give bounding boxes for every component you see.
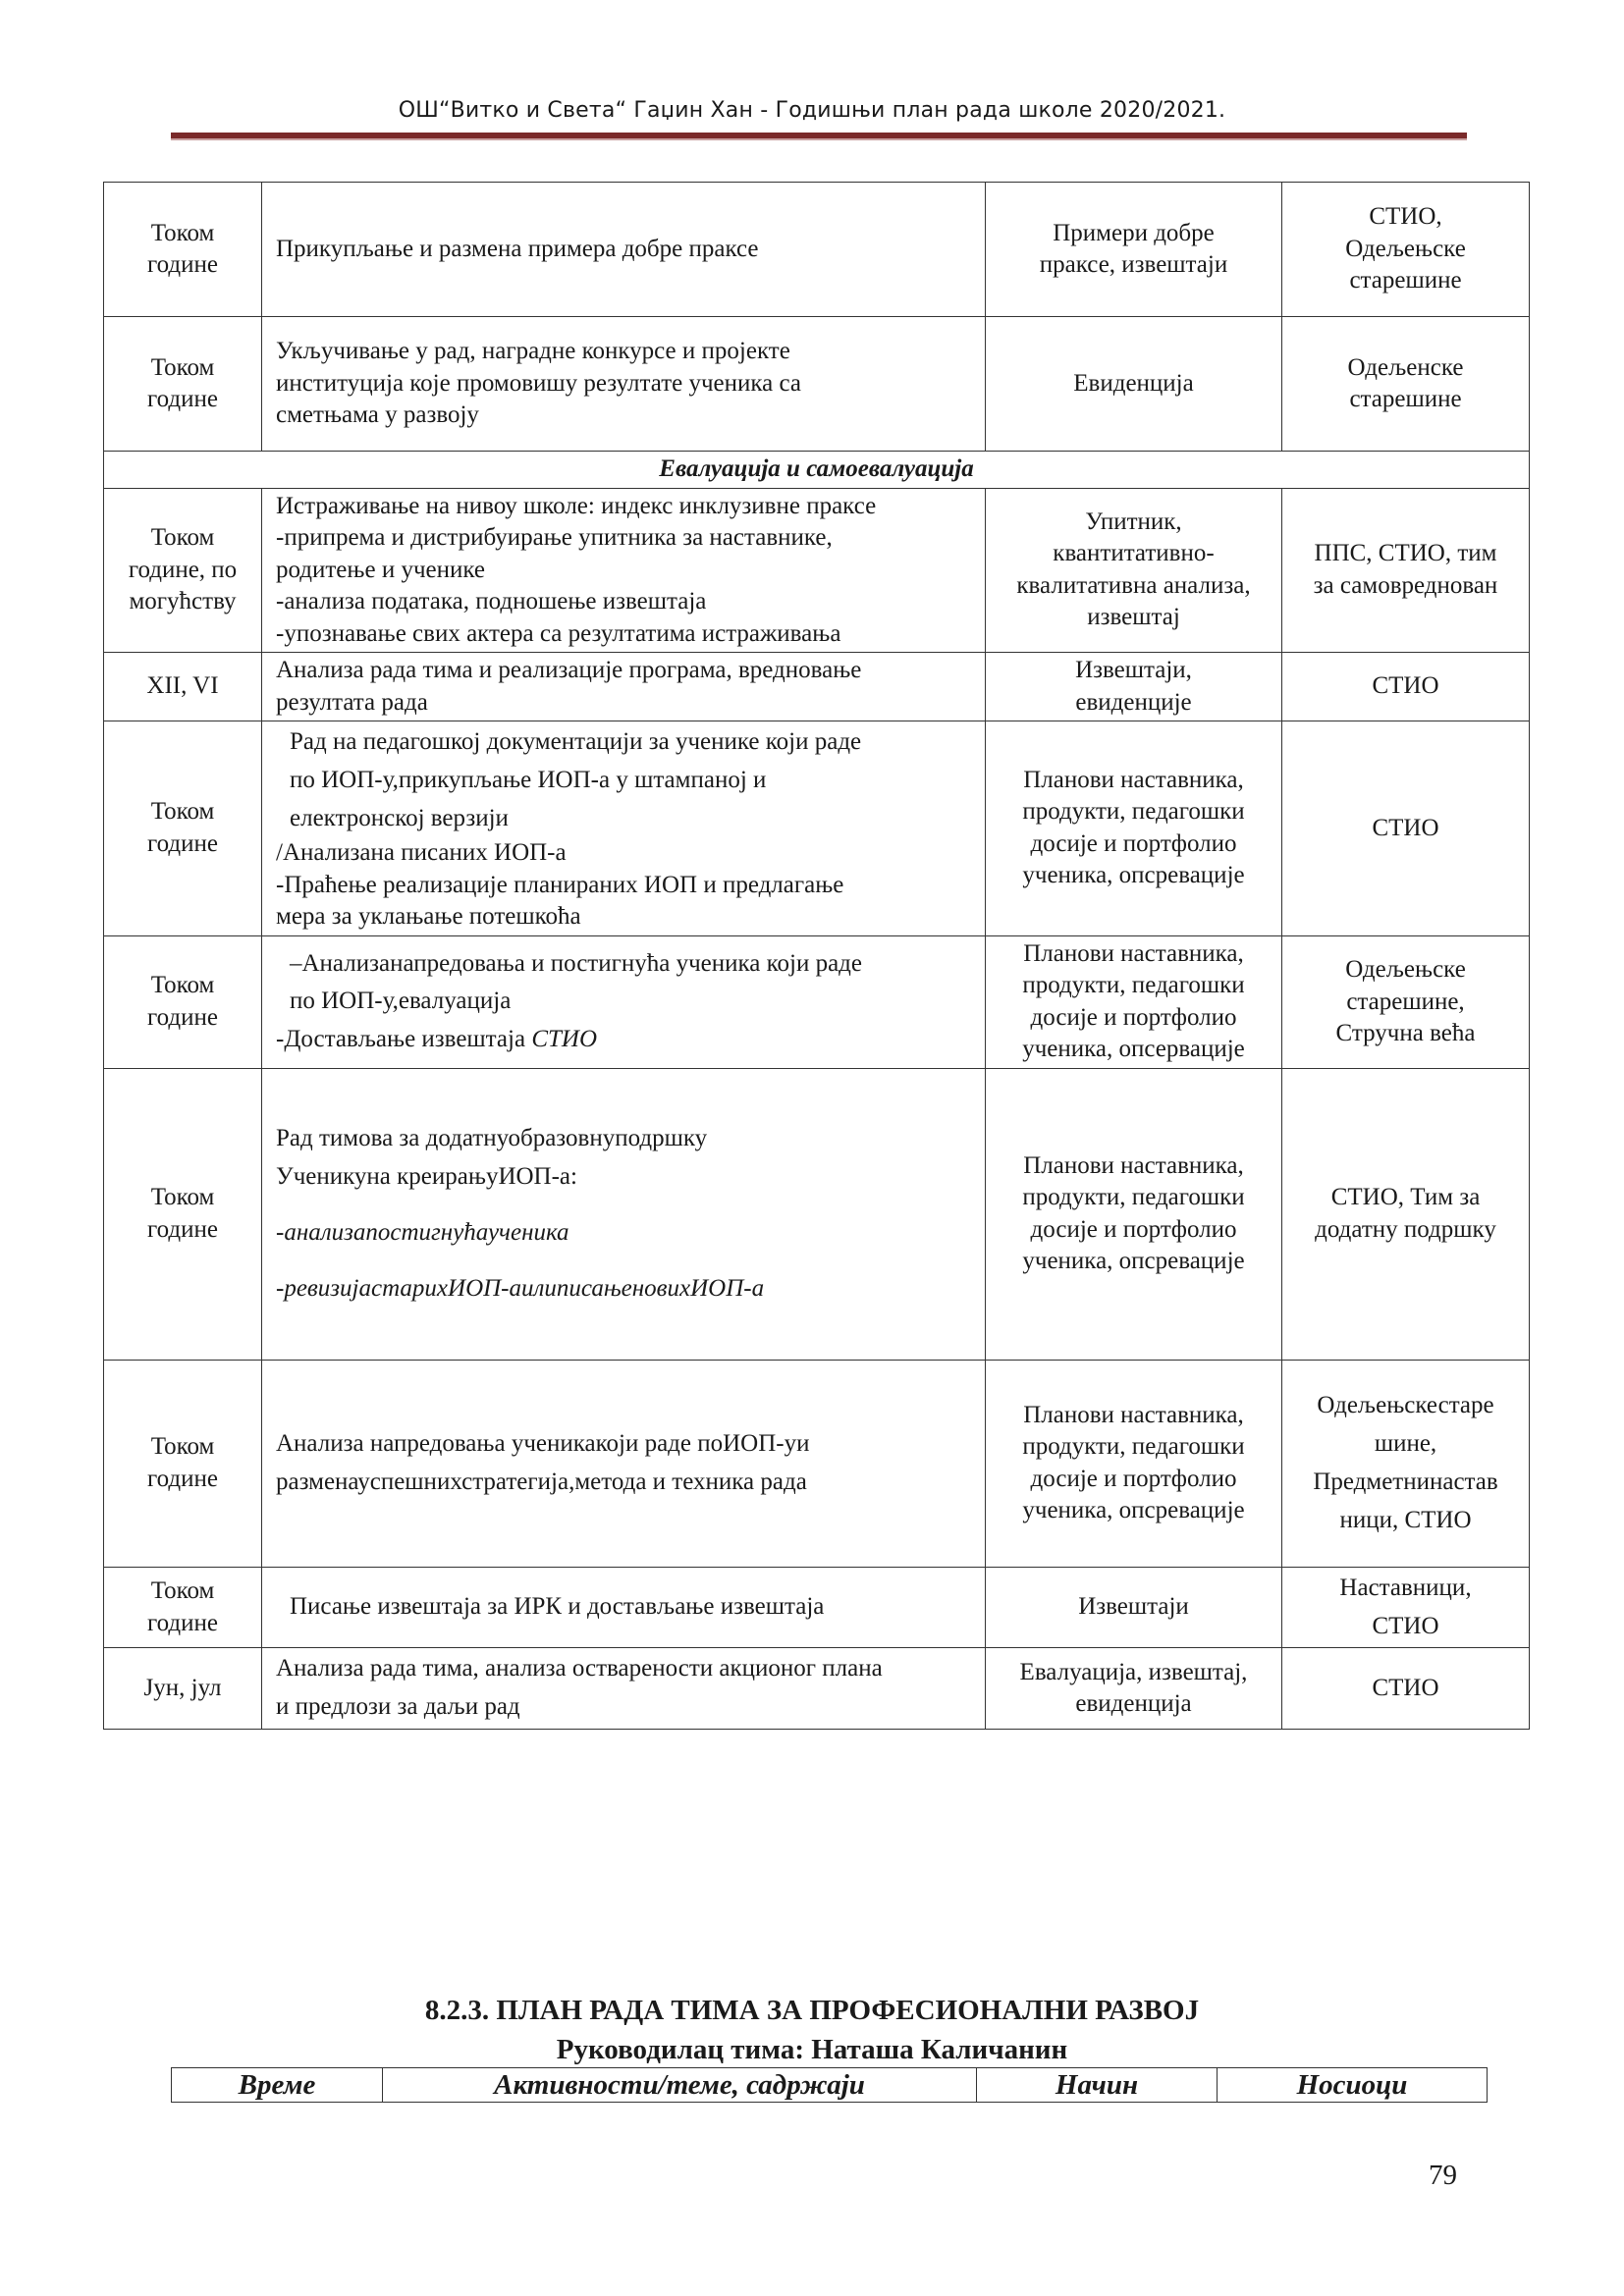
holder-cell: Одељенске старешине (1282, 317, 1530, 452)
section-row (104, 452, 1530, 489)
time-cell: Током године (104, 183, 262, 317)
activity-cell: Анализа рада тима и реализације програма, вредновање резултата рада (262, 653, 986, 721)
time-cell: Током године (104, 1567, 262, 1648)
time-cell: Током године (104, 1360, 262, 1567)
time-cell: Током године, по могућству (104, 488, 262, 653)
holder-cell: Одељењскестаре шине, Предметнинастав ници, СТИО (1282, 1360, 1530, 1567)
holder-cell: ППС, СТИО, тим за самовреднован (1282, 488, 1530, 653)
table-row (104, 1567, 1530, 1648)
header-rule (171, 133, 1467, 140)
holder-cell: СТИО, Одељењске старешине (1282, 183, 1530, 317)
holder-cell: СТИО, Тим за додатну подршку (1282, 1068, 1530, 1360)
time-cell: Током године (104, 1068, 262, 1360)
table-row (104, 1068, 1530, 1360)
activity-cell: –Анализанапредовања и постигнућа ученика који раде по ИОП-у,евалуација -Достављање извештаја СТИО (262, 935, 986, 1068)
table-row (104, 488, 1530, 653)
method-cell: Упитник, квантитативно- квалитативна анализа, извештај (986, 488, 1282, 653)
table-row (104, 935, 1530, 1068)
page-header: ОШ“Витко и Света“ Гаџин Хан - Годишњи план рада школе 2020/2021. (398, 98, 1226, 123)
activity-cell: Укључивање у рад, наградне конкурсе и пројекте институција које промовишу резултате ученика са сметњама у развоју (262, 317, 986, 452)
method-cell: Планови наставника, продукти, педагошки досије и портфолио ученика, опсревације (986, 1360, 1282, 1567)
activity-cell: Прикупљање и размена примера добре праксе (262, 183, 986, 317)
activity-cell: Писање извештаја за ИРК и достављање извештаја (262, 1567, 986, 1648)
column-header: Активности/теме, садржаји (383, 2068, 977, 2103)
activity-cell: Анализа напредовања ученикакоји раде поИОП-уи разменауспешнихстратегија,метода и техника рада (262, 1360, 986, 1567)
method-cell: Планови наставника, продукти, педагошки досије и портфолио ученика, опсревације (986, 1068, 1282, 1360)
next-table-header (171, 2067, 1488, 2103)
time-cell: Током године (104, 317, 262, 452)
method-cell: Евалуација, извештај, евиденција (986, 1648, 1282, 1730)
activity-table (103, 182, 1530, 1730)
header-row (172, 2068, 1488, 2103)
section-title: Евалуација и самоевалуација (104, 452, 1530, 489)
holder-cell: Одељењске старешине, Стручна већа (1282, 935, 1530, 1068)
column-header: Време (172, 2068, 383, 2103)
activity-cell: Рад на педагошкој документацији за ученике који раде по ИОП-у,прикупљање ИОП-а у штампаној и електронској верзији /Анализана писаних ИОП-а -Праћење реализације планираних ИОП и предлагање мера за уклањање потешкоћа (262, 721, 986, 936)
method-cell: Извештаји (986, 1567, 1282, 1648)
column-header: Начин (977, 2068, 1218, 2103)
method-cell: Планови наставника, продукти, педагошки досије и портфолио ученика, опсервације (986, 935, 1282, 1068)
holder-cell: СТИО (1282, 721, 1530, 936)
method-cell: Примери добре праксе, извештаји (986, 183, 1282, 317)
activity-cell: Анализа рада тима, анализа остварености акционог плана и предлози за даљи рад (262, 1648, 986, 1730)
table-row (104, 721, 1530, 936)
activity-cell: Истраживање на нивоу школе: индекс инклузивне праксе -припрема и дистрибуирање упитника за наставнике, родитење и ученике -анализа података, подношење извештаја -упознавање свих актера са резултатима истраживања (262, 488, 986, 653)
holder-cell: Наставници, СТИО (1282, 1567, 1530, 1648)
time-cell: Јун, јул (104, 1648, 262, 1730)
table-row (104, 183, 1530, 317)
activity-cell: Рад тимова за додатнуобразовнуподршку Ученикуна креирањуИОП-а: -анализапостигнућаученика -ревизијастарихИОП-аилиписањеновихИОП-а (262, 1068, 986, 1360)
time-cell: Током године (104, 935, 262, 1068)
table-row (104, 1648, 1530, 1730)
section-heading: 8.2.3. ПЛАН РАДА ТИМА ЗА ПРОФЕСИОНАЛНИ РАЗВОЈ (424, 1995, 1200, 2026)
holder-cell: СТИО (1282, 1648, 1530, 1730)
team-leader: Руководилац тима: Наташа Каличанин (556, 2034, 1068, 2065)
column-header: Носиоци (1218, 2068, 1488, 2103)
time-cell: XII, VI (104, 653, 262, 721)
holder-cell: СТИО (1282, 653, 1530, 721)
table-row (104, 653, 1530, 721)
method-cell: Извештаји, евиденције (986, 653, 1282, 721)
method-cell: Планови наставника, продукти, педагошки досије и портфолио ученика, опсревације (986, 721, 1282, 936)
table-row (104, 317, 1530, 452)
page-number: 79 (1429, 2160, 1457, 2191)
table-row (104, 1360, 1530, 1567)
method-cell: Евиденција (986, 317, 1282, 452)
time-cell: Током године (104, 721, 262, 936)
